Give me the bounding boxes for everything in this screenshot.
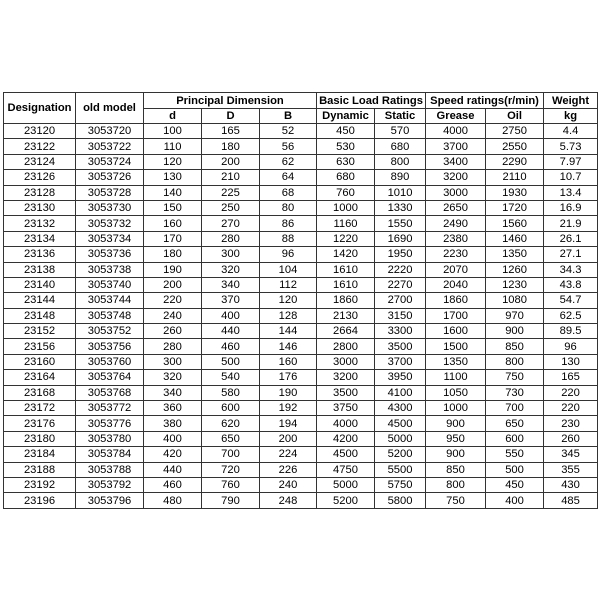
cell-dynamic: 3500 <box>317 385 375 400</box>
cell-oil: 450 <box>486 477 544 492</box>
cell-static: 5200 <box>375 447 426 462</box>
cell-dynamic: 760 <box>317 185 375 200</box>
cell-D: 210 <box>202 170 260 185</box>
cell-oil: 2750 <box>486 124 544 139</box>
cell-static: 5000 <box>375 431 426 446</box>
cell-old-model: 3053740 <box>76 277 144 292</box>
table-body <box>4 124 598 509</box>
cell-grease: 1050 <box>426 385 486 400</box>
cell-old-model: 3053732 <box>76 216 144 231</box>
cell-static: 1690 <box>375 231 426 246</box>
table-row <box>4 200 598 215</box>
cell-d: 240 <box>144 308 202 323</box>
cell-dynamic: 4750 <box>317 462 375 477</box>
cell-grease: 2070 <box>426 262 486 277</box>
cell-old-model: 3053760 <box>76 354 144 369</box>
cell-weight: 54.7 <box>544 293 598 308</box>
cell-oil: 600 <box>486 431 544 446</box>
cell-dynamic: 1220 <box>317 231 375 246</box>
cell-grease: 3400 <box>426 154 486 169</box>
cell-d: 150 <box>144 200 202 215</box>
cell-static: 4300 <box>375 401 426 416</box>
cell-designation: 23120 <box>4 124 76 139</box>
cell-static: 3300 <box>375 324 426 339</box>
cell-designation: 23172 <box>4 401 76 416</box>
cell-D: 720 <box>202 462 260 477</box>
cell-dynamic: 3750 <box>317 401 375 416</box>
header-dynamic: Dynamic <box>317 109 375 124</box>
cell-dynamic: 3200 <box>317 370 375 385</box>
cell-oil: 1460 <box>486 231 544 246</box>
cell-B: 176 <box>260 370 317 385</box>
cell-old-model: 3053726 <box>76 170 144 185</box>
cell-dynamic: 1160 <box>317 216 375 231</box>
cell-designation: 23176 <box>4 416 76 431</box>
cell-B: 192 <box>260 401 317 416</box>
cell-weight: 4.4 <box>544 124 598 139</box>
cell-old-model: 3053752 <box>76 324 144 339</box>
bearing-spec-table <box>3 92 598 509</box>
cell-D: 440 <box>202 324 260 339</box>
cell-D: 620 <box>202 416 260 431</box>
cell-D: 700 <box>202 447 260 462</box>
cell-D: 200 <box>202 154 260 169</box>
cell-grease: 2650 <box>426 200 486 215</box>
cell-dynamic: 2664 <box>317 324 375 339</box>
cell-static: 2220 <box>375 262 426 277</box>
header-oil: Oil <box>486 109 544 124</box>
cell-grease: 3200 <box>426 170 486 185</box>
cell-oil: 2290 <box>486 154 544 169</box>
cell-d: 460 <box>144 477 202 492</box>
cell-designation: 23124 <box>4 154 76 169</box>
header-speed-ratings: Speed ratings(r/min) <box>426 93 544 109</box>
cell-d: 130 <box>144 170 202 185</box>
cell-grease: 1700 <box>426 308 486 323</box>
table-row <box>4 185 598 200</box>
cell-old-model: 3053744 <box>76 293 144 308</box>
cell-D: 165 <box>202 124 260 139</box>
cell-d: 300 <box>144 354 202 369</box>
cell-B: 96 <box>260 247 317 262</box>
table-row <box>4 339 598 354</box>
header-B: B <box>260 109 317 124</box>
cell-old-model: 3053772 <box>76 401 144 416</box>
header-principal-dimension: Principal Dimension <box>144 93 317 109</box>
cell-static: 570 <box>375 124 426 139</box>
cell-static: 890 <box>375 170 426 185</box>
cell-static: 3150 <box>375 308 426 323</box>
cell-weight: 230 <box>544 416 598 431</box>
cell-weight: 43.8 <box>544 277 598 292</box>
cell-oil: 400 <box>486 493 544 508</box>
table-row <box>4 231 598 246</box>
cell-oil: 1260 <box>486 262 544 277</box>
cell-D: 300 <box>202 247 260 262</box>
table-row <box>4 154 598 169</box>
cell-d: 170 <box>144 231 202 246</box>
cell-dynamic: 4000 <box>317 416 375 431</box>
cell-weight: 260 <box>544 431 598 446</box>
cell-oil: 700 <box>486 401 544 416</box>
cell-D: 760 <box>202 477 260 492</box>
cell-D: 280 <box>202 231 260 246</box>
table-row <box>4 354 598 369</box>
cell-dynamic: 2800 <box>317 339 375 354</box>
cell-grease: 1000 <box>426 401 486 416</box>
table-row <box>4 370 598 385</box>
cell-designation: 23138 <box>4 262 76 277</box>
cell-weight: 89.5 <box>544 324 598 339</box>
cell-d: 140 <box>144 185 202 200</box>
cell-dynamic: 680 <box>317 170 375 185</box>
cell-designation: 23144 <box>4 293 76 308</box>
cell-grease: 2490 <box>426 216 486 231</box>
cell-weight: 13.4 <box>544 185 598 200</box>
cell-old-model: 3053788 <box>76 462 144 477</box>
cell-B: 190 <box>260 385 317 400</box>
cell-grease: 2230 <box>426 247 486 262</box>
cell-oil: 1720 <box>486 200 544 215</box>
cell-D: 250 <box>202 200 260 215</box>
header-basic-load-ratings: Basic Load Ratings <box>317 93 426 109</box>
header-row-1 <box>4 93 598 109</box>
header-kg: kg <box>544 109 598 124</box>
cell-d: 360 <box>144 401 202 416</box>
cell-oil: 550 <box>486 447 544 462</box>
cell-weight: 10.7 <box>544 170 598 185</box>
cell-weight: 96 <box>544 339 598 354</box>
cell-D: 340 <box>202 277 260 292</box>
cell-weight: 345 <box>544 447 598 462</box>
cell-dynamic: 5000 <box>317 477 375 492</box>
cell-designation: 23188 <box>4 462 76 477</box>
cell-grease: 2040 <box>426 277 486 292</box>
cell-B: 160 <box>260 354 317 369</box>
cell-old-model: 3053738 <box>76 262 144 277</box>
cell-d: 400 <box>144 431 202 446</box>
cell-grease: 3000 <box>426 185 486 200</box>
cell-grease: 1600 <box>426 324 486 339</box>
cell-static: 3700 <box>375 354 426 369</box>
table-row <box>4 216 598 231</box>
cell-designation: 23136 <box>4 247 76 262</box>
cell-old-model: 3053792 <box>76 477 144 492</box>
cell-static: 5500 <box>375 462 426 477</box>
table-row <box>4 293 598 308</box>
cell-oil: 800 <box>486 354 544 369</box>
cell-static: 680 <box>375 139 426 154</box>
cell-static: 1330 <box>375 200 426 215</box>
cell-dynamic: 2130 <box>317 308 375 323</box>
cell-B: 86 <box>260 216 317 231</box>
cell-static: 1950 <box>375 247 426 262</box>
cell-D: 225 <box>202 185 260 200</box>
table-row <box>4 477 598 492</box>
cell-static: 4500 <box>375 416 426 431</box>
cell-B: 144 <box>260 324 317 339</box>
cell-static: 800 <box>375 154 426 169</box>
cell-grease: 1860 <box>426 293 486 308</box>
header-d: d <box>144 109 202 124</box>
cell-B: 146 <box>260 339 317 354</box>
cell-B: 240 <box>260 477 317 492</box>
cell-designation: 23130 <box>4 200 76 215</box>
cell-old-model: 3053776 <box>76 416 144 431</box>
cell-B: 68 <box>260 185 317 200</box>
cell-dynamic: 5200 <box>317 493 375 508</box>
cell-grease: 4000 <box>426 124 486 139</box>
cell-d: 480 <box>144 493 202 508</box>
table-row <box>4 385 598 400</box>
cell-weight: 7.97 <box>544 154 598 169</box>
cell-D: 540 <box>202 370 260 385</box>
header-old-model: old model <box>76 93 144 124</box>
table-row <box>4 124 598 139</box>
table-header <box>4 93 598 124</box>
header-weight: Weight <box>544 93 598 109</box>
cell-oil: 650 <box>486 416 544 431</box>
cell-static: 3950 <box>375 370 426 385</box>
cell-weight: 21.9 <box>544 216 598 231</box>
cell-oil: 1080 <box>486 293 544 308</box>
cell-weight: 220 <box>544 385 598 400</box>
cell-dynamic: 1000 <box>317 200 375 215</box>
cell-d: 190 <box>144 262 202 277</box>
cell-designation: 23164 <box>4 370 76 385</box>
cell-oil: 500 <box>486 462 544 477</box>
cell-grease: 800 <box>426 477 486 492</box>
cell-B: 224 <box>260 447 317 462</box>
cell-d: 110 <box>144 139 202 154</box>
cell-dynamic: 1610 <box>317 262 375 277</box>
cell-static: 1010 <box>375 185 426 200</box>
cell-designation: 23122 <box>4 139 76 154</box>
cell-old-model: 3053722 <box>76 139 144 154</box>
cell-static: 2270 <box>375 277 426 292</box>
header-D: D <box>202 109 260 124</box>
cell-dynamic: 530 <box>317 139 375 154</box>
cell-B: 56 <box>260 139 317 154</box>
cell-static: 5750 <box>375 477 426 492</box>
cell-d: 440 <box>144 462 202 477</box>
cell-weight: 26.1 <box>544 231 598 246</box>
cell-d: 260 <box>144 324 202 339</box>
cell-oil: 2550 <box>486 139 544 154</box>
cell-designation: 23140 <box>4 277 76 292</box>
cell-old-model: 3053730 <box>76 200 144 215</box>
cell-dynamic: 1420 <box>317 247 375 262</box>
cell-d: 420 <box>144 447 202 462</box>
table-row <box>4 277 598 292</box>
cell-dynamic: 450 <box>317 124 375 139</box>
cell-d: 280 <box>144 339 202 354</box>
cell-oil: 970 <box>486 308 544 323</box>
cell-d: 380 <box>144 416 202 431</box>
cell-B: 80 <box>260 200 317 215</box>
cell-oil: 730 <box>486 385 544 400</box>
cell-oil: 750 <box>486 370 544 385</box>
cell-static: 2700 <box>375 293 426 308</box>
cell-designation: 23160 <box>4 354 76 369</box>
cell-weight: 130 <box>544 354 598 369</box>
cell-weight: 5.73 <box>544 139 598 154</box>
cell-weight: 16.9 <box>544 200 598 215</box>
table-row <box>4 431 598 446</box>
cell-B: 112 <box>260 277 317 292</box>
header-designation: Designation <box>4 93 76 124</box>
cell-designation: 23148 <box>4 308 76 323</box>
cell-d: 160 <box>144 216 202 231</box>
cell-grease: 1350 <box>426 354 486 369</box>
cell-old-model: 3053748 <box>76 308 144 323</box>
cell-B: 248 <box>260 493 317 508</box>
cell-B: 88 <box>260 231 317 246</box>
cell-old-model: 3053768 <box>76 385 144 400</box>
cell-d: 180 <box>144 247 202 262</box>
cell-dynamic: 4500 <box>317 447 375 462</box>
cell-old-model: 3053784 <box>76 447 144 462</box>
cell-oil: 900 <box>486 324 544 339</box>
cell-oil: 850 <box>486 339 544 354</box>
cell-weight: 430 <box>544 477 598 492</box>
cell-old-model: 3053736 <box>76 247 144 262</box>
table-row <box>4 324 598 339</box>
cell-d: 340 <box>144 385 202 400</box>
cell-grease: 850 <box>426 462 486 477</box>
cell-weight: 62.5 <box>544 308 598 323</box>
cell-grease: 900 <box>426 447 486 462</box>
cell-weight: 34.3 <box>544 262 598 277</box>
cell-D: 580 <box>202 385 260 400</box>
cell-oil: 1930 <box>486 185 544 200</box>
cell-designation: 23192 <box>4 477 76 492</box>
cell-weight: 27.1 <box>544 247 598 262</box>
table-row <box>4 462 598 477</box>
cell-D: 400 <box>202 308 260 323</box>
cell-dynamic: 1610 <box>317 277 375 292</box>
cell-designation: 23134 <box>4 231 76 246</box>
cell-d: 220 <box>144 293 202 308</box>
cell-B: 194 <box>260 416 317 431</box>
cell-dynamic: 630 <box>317 154 375 169</box>
cell-old-model: 3053734 <box>76 231 144 246</box>
cell-d: 320 <box>144 370 202 385</box>
cell-grease: 900 <box>426 416 486 431</box>
cell-B: 200 <box>260 431 317 446</box>
cell-B: 62 <box>260 154 317 169</box>
cell-designation: 23180 <box>4 431 76 446</box>
cell-weight: 485 <box>544 493 598 508</box>
cell-D: 270 <box>202 216 260 231</box>
cell-designation: 23184 <box>4 447 76 462</box>
cell-d: 100 <box>144 124 202 139</box>
cell-oil: 1560 <box>486 216 544 231</box>
cell-static: 5800 <box>375 493 426 508</box>
table-row <box>4 401 598 416</box>
cell-D: 320 <box>202 262 260 277</box>
cell-D: 370 <box>202 293 260 308</box>
cell-designation: 23168 <box>4 385 76 400</box>
cell-oil: 1230 <box>486 277 544 292</box>
cell-B: 128 <box>260 308 317 323</box>
table-row <box>4 262 598 277</box>
cell-grease: 3700 <box>426 139 486 154</box>
table-row <box>4 170 598 185</box>
cell-old-model: 3053764 <box>76 370 144 385</box>
cell-designation: 23152 <box>4 324 76 339</box>
cell-grease: 1500 <box>426 339 486 354</box>
cell-old-model: 3053780 <box>76 431 144 446</box>
cell-grease: 1100 <box>426 370 486 385</box>
cell-designation: 23196 <box>4 493 76 508</box>
cell-d: 120 <box>144 154 202 169</box>
cell-static: 1550 <box>375 216 426 231</box>
cell-designation: 23132 <box>4 216 76 231</box>
cell-old-model: 3053796 <box>76 493 144 508</box>
table-row <box>4 139 598 154</box>
cell-D: 650 <box>202 431 260 446</box>
cell-dynamic: 1860 <box>317 293 375 308</box>
header-static: Static <box>375 109 426 124</box>
cell-D: 460 <box>202 339 260 354</box>
cell-old-model: 3053720 <box>76 124 144 139</box>
table-row <box>4 308 598 323</box>
header-grease: Grease <box>426 109 486 124</box>
cell-d: 200 <box>144 277 202 292</box>
cell-weight: 355 <box>544 462 598 477</box>
cell-oil: 2110 <box>486 170 544 185</box>
cell-B: 226 <box>260 462 317 477</box>
cell-grease: 750 <box>426 493 486 508</box>
cell-grease: 2380 <box>426 231 486 246</box>
cell-old-model: 3053728 <box>76 185 144 200</box>
cell-D: 790 <box>202 493 260 508</box>
cell-B: 104 <box>260 262 317 277</box>
cell-old-model: 3053724 <box>76 154 144 169</box>
cell-grease: 950 <box>426 431 486 446</box>
cell-D: 600 <box>202 401 260 416</box>
cell-oil: 1350 <box>486 247 544 262</box>
cell-designation: 23126 <box>4 170 76 185</box>
cell-old-model: 3053756 <box>76 339 144 354</box>
table-row <box>4 447 598 462</box>
cell-dynamic: 4200 <box>317 431 375 446</box>
cell-B: 52 <box>260 124 317 139</box>
cell-weight: 220 <box>544 401 598 416</box>
table-row <box>4 493 598 508</box>
cell-weight: 165 <box>544 370 598 385</box>
cell-designation: 23128 <box>4 185 76 200</box>
cell-B: 64 <box>260 170 317 185</box>
table-row <box>4 416 598 431</box>
cell-designation: 23156 <box>4 339 76 354</box>
cell-dynamic: 3000 <box>317 354 375 369</box>
cell-B: 120 <box>260 293 317 308</box>
cell-D: 180 <box>202 139 260 154</box>
cell-D: 500 <box>202 354 260 369</box>
cell-static: 3500 <box>375 339 426 354</box>
table-row <box>4 247 598 262</box>
cell-static: 4100 <box>375 385 426 400</box>
